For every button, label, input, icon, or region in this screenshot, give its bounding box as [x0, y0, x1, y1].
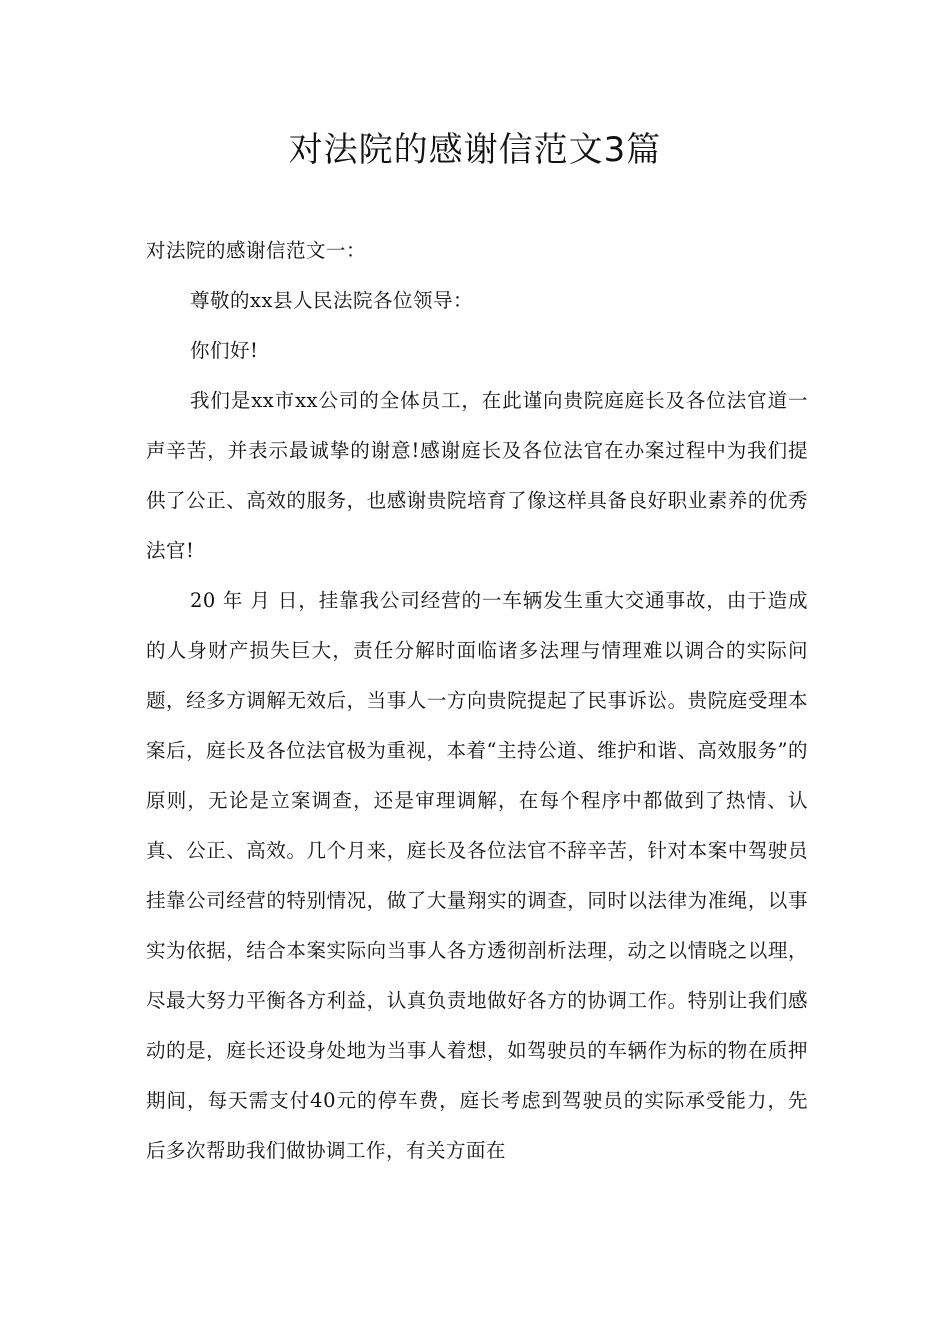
document-title: 对法院的感谢信范文3篇: [288, 130, 662, 170]
paragraph-1: 我们是xx市xx公司的全体员工，在此谨向贵院庭庭长及各位法官道一声辛苦，并表示最诚挚的谢意!感谢庭长及各位法官在办案过程中为我们提供了公正、高效的服务，也感谢贵院培育了像这样具备良好职业素养的优秀法官!: [146, 389, 808, 562]
section-heading: 对法院的感谢信范文一：: [146, 239, 367, 262]
document-body: [146, 226, 808, 1176]
paragraph-2: 20 年 月 日，挂靠我公司经营的一车辆发生重大交通事故，由于造成的人身财产损失巨大，责任分解时面临诸多法理与情理难以调合的实际问题，经多方调解无效后，当事人一方向贵院提起了民事诉讼。贵院庭受理本案后，庭长及各位法官极为重视，本着“主持公道、维护和谐、高效服务”的原则，无论是立案调查，还是审理调解，在每个程序中都做到了热情、认真、公正、高效。几个月来，庭长及各位法官不辞辛苦，针对本案中驾驶员挂靠公司经营的特别情况，做了大量翔实的调查，同时以法律为准绳，以事实为依据，结合本案实际向当事人各方透彻剖析法理，动之以情晓之以理，尽最大努力平衡各方利益，认真负责地做好各方的协调工作。特别让我们感动的是，庭长还设身处地为当事人着想，如驾驶员的车辆作为标的物在质押期间，每天需支付40元的停车费，庭长考虑到驾驶员的实际承受能力，先后多次帮助我们做协调工作，有关方面在: [146, 589, 808, 1162]
greeting: 你们好!: [190, 339, 259, 362]
salutation: 尊敬的xx县人民法院各位领导：: [190, 289, 473, 312]
